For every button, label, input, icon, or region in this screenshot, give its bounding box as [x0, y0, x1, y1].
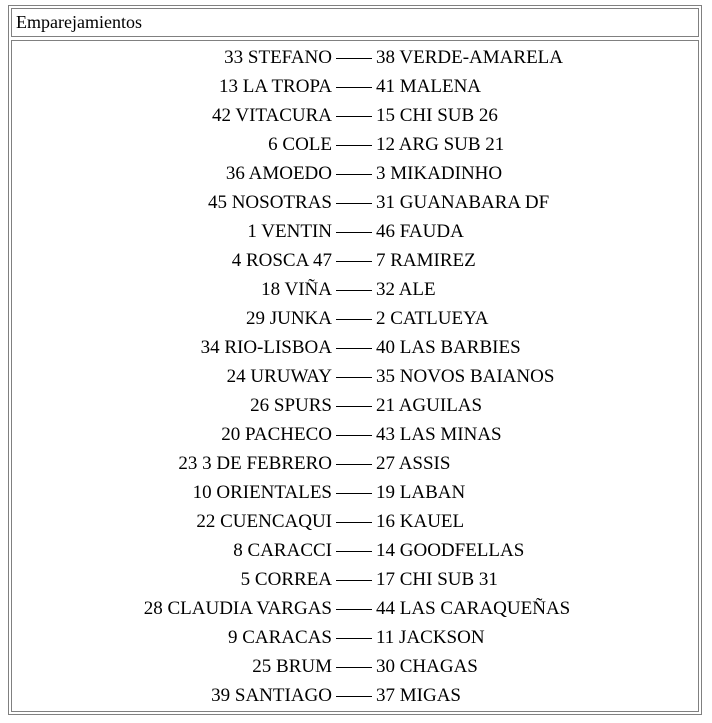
versus-line: [332, 434, 376, 436]
pairing-row: [12, 652, 698, 681]
versus-line: [332, 260, 376, 262]
home-team: 20 PACHECO: [221, 424, 332, 445]
versus-line: [332, 492, 376, 494]
pairings-list: [11, 40, 699, 712]
versus-line: [332, 86, 376, 88]
home-team: 13 LA TROPA: [219, 76, 332, 97]
versus-line: [332, 695, 376, 697]
pairing-row: [12, 275, 698, 304]
table-title: Emparejamientos: [11, 8, 699, 37]
pairing-row: [12, 130, 698, 159]
pairing-row: [12, 536, 698, 565]
versus-line: [332, 637, 376, 639]
away-team: 7 RAMIREZ: [376, 250, 476, 271]
home-team: 22 CUENCAQUI: [196, 511, 332, 532]
home-team: 33 STEFANO: [224, 47, 332, 68]
pairing-row: [12, 217, 698, 246]
away-team: 3 MIKADINHO: [376, 163, 503, 184]
versus-line: [332, 289, 376, 291]
pairing-row: [12, 333, 698, 362]
pairing-row: [12, 72, 698, 101]
versus-line: [332, 666, 376, 668]
home-team: 1 VENTIN: [247, 221, 332, 242]
versus-line: [332, 115, 376, 117]
pairing-row: [12, 304, 698, 333]
versus-line: [332, 231, 376, 233]
home-team: 9 CARACAS: [228, 627, 332, 648]
pairing-row: [12, 391, 698, 420]
home-team: 45 NOSOTRAS: [207, 192, 332, 213]
pairing-row: [12, 188, 698, 217]
pairing-row: [12, 246, 698, 275]
away-team: 16 KAUEL: [376, 511, 465, 532]
pairings-table: [8, 5, 702, 715]
versus-line: [332, 405, 376, 407]
pairing-row: [12, 681, 698, 710]
away-team: 17 CHI SUB 31: [376, 569, 498, 590]
home-team: 5 CORREA: [240, 569, 332, 590]
home-team: 29 JUNKA: [245, 308, 332, 329]
versus-line: [332, 579, 376, 581]
pairing-row: [12, 159, 698, 188]
versus-line: [332, 550, 376, 552]
away-team: 44 LAS CARAQUEÑAS: [376, 598, 571, 619]
pairing-row: [12, 43, 698, 72]
away-team: 32 ALE: [376, 279, 436, 300]
away-team: 40 LAS BARBIES: [376, 337, 521, 358]
pairing-row: [12, 420, 698, 449]
away-team: 11 JACKSON: [376, 627, 485, 648]
pairing-row: [12, 565, 698, 594]
home-team: 18 VIÑA: [261, 279, 332, 300]
home-team: 28 CLAUDIA VARGAS: [143, 598, 332, 619]
versus-line: [332, 144, 376, 146]
away-team: 43 LAS MINAS: [376, 424, 502, 445]
away-team: 37 MIGAS: [376, 685, 461, 706]
home-team: 26 SPURS: [250, 395, 332, 416]
home-team: 4 ROSCA 47: [231, 250, 332, 271]
pairing-row: [12, 594, 698, 623]
away-team: 31 GUANABARA DF: [376, 192, 550, 213]
pairing-row: [12, 101, 698, 130]
pairing-row: [12, 362, 698, 391]
home-team: 10 ORIENTALES: [192, 482, 332, 503]
pairing-row: [12, 449, 698, 478]
home-team: 39 SANTIAGO: [211, 685, 332, 706]
away-team: 41 MALENA: [376, 76, 482, 97]
versus-line: [332, 347, 376, 349]
versus-line: [332, 57, 376, 59]
pairing-row: [12, 478, 698, 507]
away-team: 15 CHI SUB 26: [376, 105, 498, 126]
away-team: 30 CHAGAS: [376, 656, 478, 677]
away-team: 2 CATLUEYA: [376, 308, 489, 329]
away-team: 21 AGUILAS: [376, 395, 483, 416]
versus-line: [332, 202, 376, 204]
versus-line: [332, 318, 376, 320]
versus-line: [332, 521, 376, 523]
away-team: 27 ASSIS: [376, 453, 451, 474]
home-team: 42 VITACURA: [211, 105, 332, 126]
away-team: 46 FAUDA: [376, 221, 464, 242]
pairing-row: [12, 507, 698, 536]
away-team: 12 ARG SUB 21: [376, 134, 505, 155]
pairing-row: [12, 623, 698, 652]
away-team: 19 LABAN: [376, 482, 466, 503]
home-team: 24 URUWAY: [226, 366, 332, 387]
away-team: 38 VERDE-AMARELA: [376, 47, 564, 68]
versus-line: [332, 173, 376, 175]
versus-line: [332, 608, 376, 610]
home-team: 25 BRUM: [252, 656, 332, 677]
home-team: 36 AMOEDO: [225, 163, 332, 184]
versus-line: [332, 376, 376, 378]
home-team: 6 COLE: [268, 134, 332, 155]
away-team: 14 GOODFELLAS: [376, 540, 525, 561]
away-team: 35 NOVOS BAIANOS: [376, 366, 555, 387]
home-team: 8 CARACCI: [233, 540, 332, 561]
home-team: 34 RIO-LISBOA: [200, 337, 332, 358]
versus-line: [332, 463, 376, 465]
home-team: 23 3 DE FEBRERO: [178, 453, 332, 474]
